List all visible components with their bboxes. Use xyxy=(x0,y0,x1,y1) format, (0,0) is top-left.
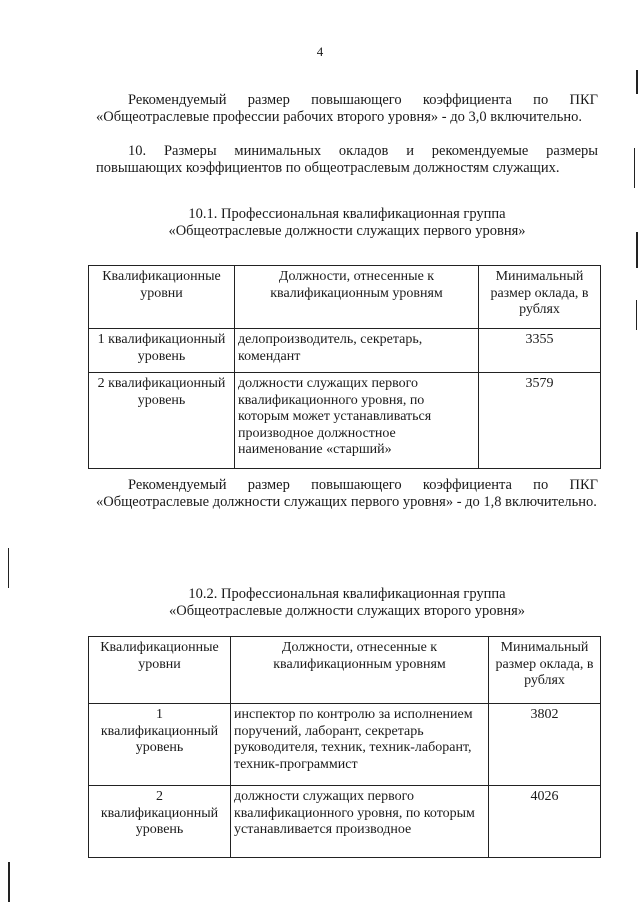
page-number: 4 xyxy=(316,44,324,59)
scan-artifact xyxy=(636,232,638,268)
cell-salary: 3579 xyxy=(479,373,601,469)
cell-salary: 4026 xyxy=(489,786,601,858)
header-cell-salary: Минимальный размер оклада, в рублях xyxy=(489,637,601,704)
level-label: квалификационный уровень xyxy=(100,723,219,755)
header-cell-levels: Квалификационные уровни xyxy=(89,637,231,704)
heading-line: 10.2. Профессиональная квалификационная группа xyxy=(188,586,506,602)
table-qualification-group-1 xyxy=(88,265,601,469)
header-cell-positions: Должности, отнесенные к квалификационным уровням xyxy=(231,637,489,704)
paragraph-coefficient-level-1: Рекомендуемый размер повышающего коэффициента по ПКГ «Общеотраслевые должности служащих первого уровня» - до 1,8 включительно. xyxy=(96,477,598,510)
scan-artifact xyxy=(8,548,9,588)
section-heading-10-2 xyxy=(96,586,598,620)
cell-level xyxy=(89,786,231,858)
table-row xyxy=(89,786,601,858)
table-row xyxy=(89,373,601,469)
table-header-row xyxy=(89,266,601,329)
scan-artifact xyxy=(634,148,635,188)
paragraph-coefficient-workers: Рекомендуемый размер повышающего коэффициента по ПКГ «Общеотраслевые профессии рабочих второго уровня» - до 3,0 включительно. xyxy=(96,92,598,125)
cell-salary: 3355 xyxy=(479,329,601,373)
level-number: 1 xyxy=(156,707,163,722)
cell-salary: 3802 xyxy=(489,704,601,786)
scan-artifact xyxy=(636,300,637,330)
paragraph-section-10: 10. Размеры минимальных окладов и рекомендуемые размеры повышающих коэффициентов по общеотраслевым должностям служащих. xyxy=(96,143,598,176)
scan-artifact xyxy=(636,70,638,94)
section-heading-10-1 xyxy=(96,206,598,240)
cell-positions: инспектор по контролю за исполнением поручений, лаборант, секретарь руководителя, техник, техник-лаборант, техник-программист xyxy=(231,704,489,786)
header-cell-positions: Должности, отнесенные к квалификационным уровням xyxy=(235,266,479,329)
header-cell-levels: Квалификационные уровни xyxy=(89,266,235,329)
level-number: 2 xyxy=(156,789,163,804)
cell-level xyxy=(89,704,231,786)
cell-level: 1 квалификационный уровень xyxy=(89,329,235,373)
cell-positions: должности служащих первого квалификационного уровня, по которым может устанавливаться производное должностное наименование «старший» xyxy=(235,373,479,469)
table-header-row xyxy=(89,637,601,704)
table-row xyxy=(89,704,601,786)
header-cell-salary: Минимальный размер оклада, в рублях xyxy=(479,266,601,329)
level-label: квалификационный уровень xyxy=(100,805,219,837)
table-qualification-group-2 xyxy=(88,636,601,858)
heading-line: «Общеотраслевые должности служащих второго уровня» xyxy=(168,603,526,619)
heading-line: «Общеотраслевые должности служащих первого уровня» xyxy=(168,223,526,239)
cell-level: 2 квалификационный уровень xyxy=(89,373,235,469)
scan-artifact xyxy=(8,862,10,902)
heading-line: 10.1. Профессиональная квалификационная группа xyxy=(188,206,506,222)
table-row xyxy=(89,329,601,373)
cell-positions: должности служащих первого квалификационного уровня, по которым устанавливается производное xyxy=(231,786,489,858)
cell-positions: делопроизводитель, секретарь, комендант xyxy=(235,329,479,373)
